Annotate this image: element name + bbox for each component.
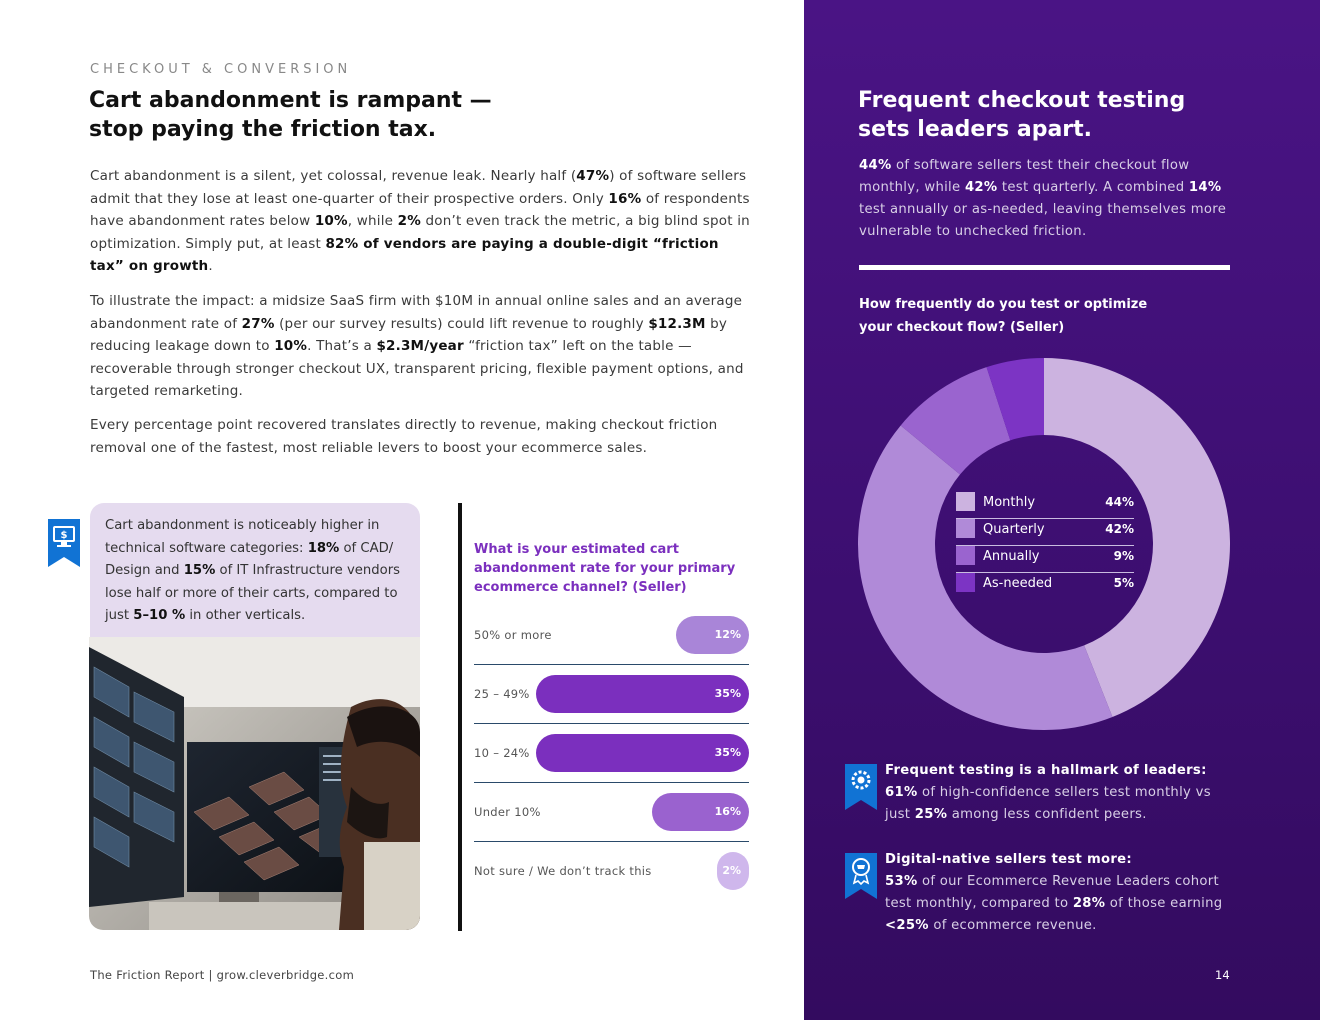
computer-dollar-bookmark-icon [48,519,80,567]
text-run: , while [347,213,398,229]
text-run: 44% [859,158,892,173]
bar-row [474,675,749,735]
legend-label: Monthly [983,495,1036,510]
text-run: 53% [885,874,918,889]
text-run: 25% [914,807,948,822]
panel-rule [859,265,1230,270]
bar-category-label: 10 – 24% [474,746,530,760]
panel-body [859,155,1239,243]
bar-separator [474,782,749,783]
text-run: $12.3M [648,315,706,332]
bar-value-label: 35% [714,746,741,759]
text-run: To illustrate the impact: a midsize SaaS firm with $10M in annual online sales and an average abandonment rate of [90,293,743,332]
text-run: don’t even track the metric, a big blind spot in optimization. Simply put, at least [90,213,750,252]
page-title-line-2: stop paying the friction tax. [89,117,437,142]
callout-box [90,503,420,637]
text-run: ) of software sellers admit that they lose at least one-quarter of their prospective orders. Only [90,168,747,207]
donut-chart-title [859,293,1159,339]
text-run: 18% [307,540,340,556]
bar-value-label: 12% [714,628,741,641]
text-run: $2.3M/year [376,338,464,354]
text-run: among less confident peers. [947,807,1147,822]
text-run: 10% [314,213,348,229]
text-run: by reducing leakage down to [90,315,728,354]
bar-separator [474,664,749,665]
digital-native-note [885,849,1235,937]
panel-title [858,86,1238,144]
text-run: 15% [183,563,216,578]
text-run: Cart abandonment is noticeably higher in technical software categories: [105,518,380,556]
text-run: (per our survey results) could lift revenue to roughly [274,315,649,332]
text-run: 2% [397,213,421,229]
text-run: 82% of vendors are paying a double-digit “friction tax” on growth [90,235,719,274]
text-run: 16% [608,190,642,207]
legend-item [956,573,1134,600]
bar-value-label: 35% [714,687,741,700]
text-run: test annually or as-needed, leaving themselves more vulnerable to unchecked friction. [859,202,1227,239]
legend-value: 5% [1113,576,1134,590]
legend-item [956,492,1134,519]
legend-label: Annually [983,549,1040,564]
panel-title-line-2: sets leaders apart. [858,117,1093,142]
summary-paragraph [90,414,750,459]
bar-category-label: 50% or more [474,628,552,642]
text-run: 61% [885,785,918,800]
page-number: 14 [1215,968,1230,982]
text-run: 14% [1188,180,1222,195]
panel-title-line-1: Frequent checkout testing [858,88,1186,113]
legend-label: Quarterly [983,522,1045,537]
text-run: of those earning [1105,896,1223,911]
bar-row [474,616,749,676]
bar-row [474,852,749,912]
legend-value: 42% [1105,522,1134,536]
text-run: . [208,258,213,274]
text-run: of IT Infrastructure vendors lose half or more of their carts, compared to just [105,563,400,623]
text-run: of software sellers test their checkout flow monthly, while [859,158,1190,195]
award-cart-bookmark-icon [845,853,877,899]
text-run: Cart abandonment is a silent, yet colossal, revenue leak. Nearly half ( [90,168,577,184]
bar-row [474,734,749,794]
text-run: 47% [576,168,610,184]
divider-line [458,503,462,931]
text-run: 5–10 % [133,608,186,623]
text-run: of respondents have abandonment rates below [90,190,750,229]
legend-swatch [956,573,975,592]
bar-category-label: 25 – 49% [474,687,530,701]
text-run: Frequent testing is a hallmark of leaders: [885,763,1207,778]
bar [676,616,749,654]
bar-category-label: Not sure / We don’t track this [474,864,652,878]
text-run: of CAD/ Design and [105,540,394,578]
bar [536,675,749,713]
bar-chart-title: What is your estimated cart abandonment rate for your primary ecommerce channel? (Seller) [474,542,736,595]
donut-chart-title-line-2: your checkout flow? (Seller) [859,320,1065,335]
legend-swatch [956,492,975,511]
text-run: 28% [1072,896,1106,911]
text-run: Every percentage point recovered translates directly to revenue, making checkout friction removal one of the fastest, most reliable levers to boost your ecommerce sales. [90,417,718,456]
text-run: 10% [274,338,308,354]
svg-text:$: $ [60,530,68,541]
legend-item [956,519,1134,546]
bar [652,793,749,831]
bar-category-label: Under 10% [474,805,541,819]
bar [536,734,749,772]
intro-paragraph [90,165,750,278]
bar-value-label: 2% [722,864,741,877]
footer-source: The Friction Report | grow.cleverbridge.com [90,968,355,982]
legend-item [956,546,1134,573]
text-run: “friction tax” left on the table — recoverable through stronger checkout UX, transparent pricing, flexible payment options, and targeted remarketing. [90,338,744,399]
bar-separator [474,841,749,842]
text-run: 42% [964,180,998,195]
bar [717,852,749,890]
text-run: in other verticals. [185,608,306,623]
text-run: . That’s a [307,338,377,354]
text-run: 27% [241,315,275,332]
page-title-line-1: Cart abandonment is rampant — [89,88,492,113]
photo-man-at-computer [89,637,420,930]
legend-value: 44% [1105,495,1134,509]
donut-chart-title-line-1: How frequently do you test or optimize [859,297,1148,312]
text-run: of our Ecommerce Revenue Leaders cohort test monthly, compared to [885,874,1219,911]
legend-value: 9% [1113,549,1134,563]
impact-paragraph [90,290,750,403]
legend-swatch [956,546,975,565]
text-run: of high-confidence sellers test monthly vs just [885,785,1211,822]
leaders-note [885,760,1235,826]
text-run: <25% [885,918,929,933]
legend-swatch [956,519,975,538]
legend-label: As-needed [983,576,1053,591]
bar-separator [474,723,749,724]
section-kicker: CHECKOUT & CONVERSION [90,62,352,77]
gear-bookmark-icon [845,764,877,810]
text-run: of ecommerce revenue. [928,918,1097,933]
text-run: Digital-native sellers test more: [885,852,1133,867]
bar-row [474,793,749,853]
page-title [89,86,559,144]
donut-legend [956,492,1134,600]
text-run: test quarterly. A combined [997,180,1189,195]
bar-value-label: 16% [714,805,741,818]
